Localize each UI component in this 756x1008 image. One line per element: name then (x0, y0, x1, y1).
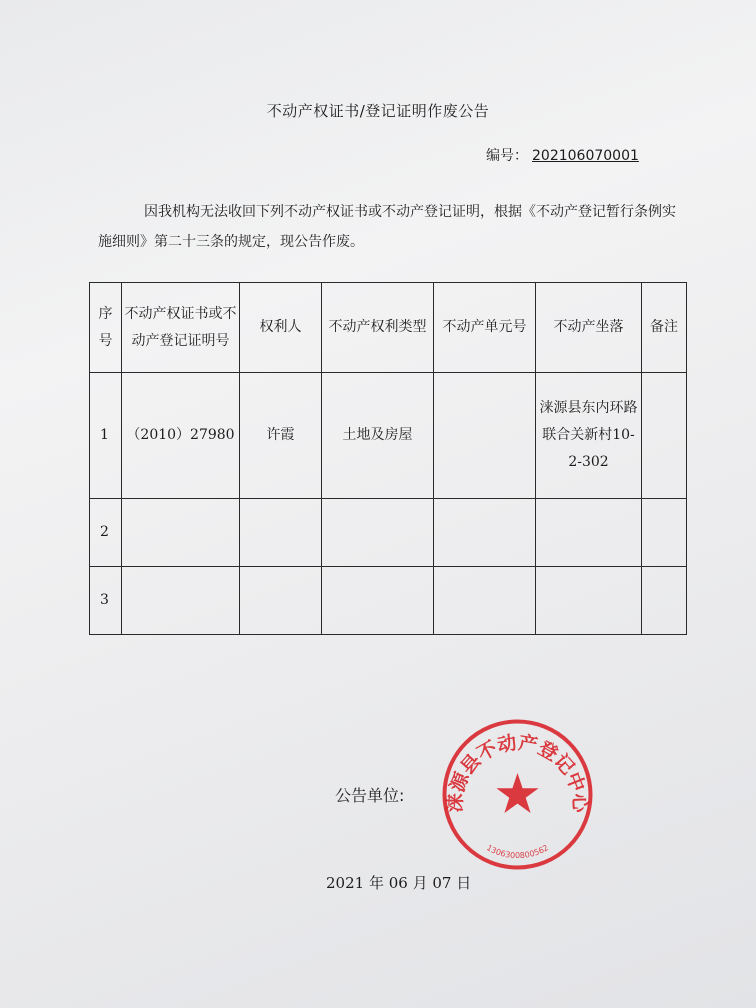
cell-type (322, 567, 434, 635)
cell-note (642, 567, 687, 635)
document-number (486, 145, 639, 165)
cell-location: 涞源县东内环路联合关新村10-2-302 (536, 373, 642, 499)
number-label: 编号： (486, 148, 528, 164)
cell-holder: 许霞 (240, 373, 322, 499)
header-type: 不动产权利类型 (322, 283, 434, 373)
notice-date: 2021 年 06 月 07 日 (326, 874, 472, 892)
cell-type (322, 499, 434, 567)
cell-unit (434, 499, 536, 567)
cell-seq: 2 (90, 499, 122, 567)
svg-text:1306300800562 (485, 843, 550, 860)
cell-unit (434, 373, 536, 499)
header-holder: 权利人 (240, 283, 322, 373)
cell-seq: 1 (90, 373, 122, 499)
cell-cert (122, 567, 240, 635)
table-row (90, 373, 687, 499)
cell-seq: 3 (90, 567, 122, 635)
registration-table (89, 282, 687, 635)
cell-unit (434, 567, 536, 635)
star-icon (496, 773, 538, 813)
cell-location (536, 499, 642, 567)
table-row (90, 499, 687, 567)
cell-holder (240, 567, 322, 635)
table-row (90, 567, 687, 635)
seal-text: 涞源县不动产登记中心 (444, 731, 591, 813)
cell-location (536, 567, 642, 635)
cell-note (642, 499, 687, 567)
seal-code: 1306300800562 (485, 843, 550, 861)
cell-holder (240, 499, 322, 567)
cell-type: 土地及房屋 (322, 373, 434, 499)
header-seq: 序号 (90, 283, 122, 373)
official-seal (440, 717, 595, 872)
header-unit: 不动产单元号 (434, 283, 536, 373)
notice-body: 因我机构无法收回下列不动产权证书或不动产登记证明，根据《不动产登记暂行条例实施细则》第二十三条的规定，现公告作废。 (98, 204, 676, 250)
page-title: 不动产权证书/登记证明作废公告 (266, 102, 490, 120)
header-cert: 不动产权证书或不动产登记证明号 (122, 283, 240, 373)
cell-note (642, 373, 687, 499)
table-header-row (90, 283, 687, 373)
cell-cert (122, 499, 240, 567)
number-value: 202106070001 (532, 148, 639, 164)
header-note: 备注 (642, 283, 687, 373)
header-location: 不动产坐落 (536, 283, 642, 373)
cell-cert: （2010）27980 (122, 373, 240, 499)
issuer-label: 公告单位: (335, 786, 405, 805)
